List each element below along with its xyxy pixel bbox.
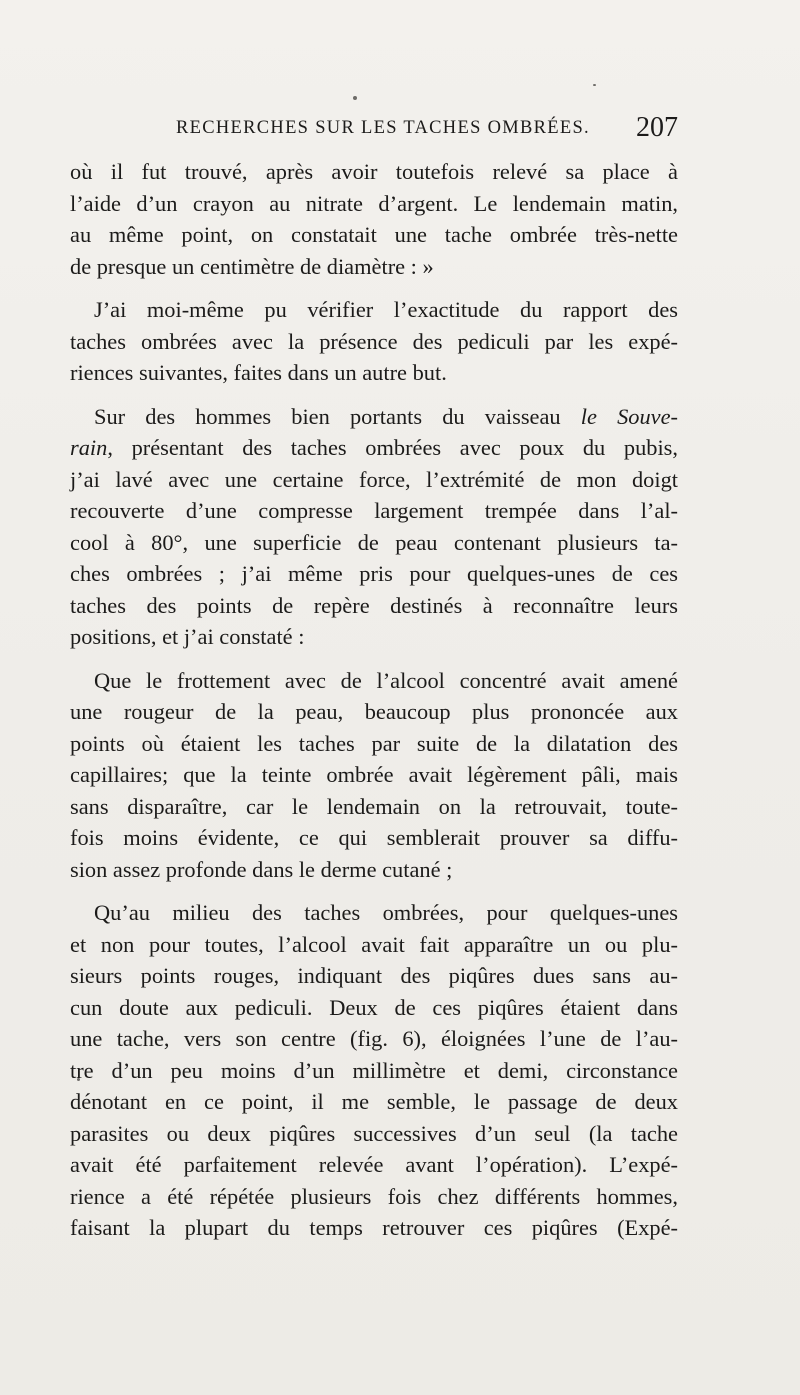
paragraph: [70, 897, 678, 1244]
text-line: sion assez profonde dans le derme cutané ;: [70, 856, 453, 882]
text-line: [70, 432, 678, 464]
text-line: parasites ou deux piqûres successives d’un seul (la tache: [70, 1120, 678, 1146]
text-line: cool à 80°, une superficie de peau contenant plusieurs ta-: [70, 529, 678, 555]
page-header: [70, 112, 678, 148]
text-line: cun doute aux pediculi. Deux de ces piqûres étaient dans: [70, 994, 678, 1020]
text-line: où il fut trouvé, après avoir toutefois relevé sa place à: [70, 159, 678, 184]
text-line: rience a été répétée plusieurs fois chez différents hommes,: [70, 1183, 678, 1209]
page-number: 207: [636, 112, 678, 143]
text-line: taches ombrées avec la présence des pediculi par les expé-: [70, 328, 678, 354]
italic-ship-name: rain: [70, 435, 108, 460]
text-line: ches ombrées ; j’ai même pris pour quelques-unes de ces: [70, 561, 678, 586]
text-line: et non pour toutes, l’alcool avait fait apparaître un ou plu-: [70, 931, 678, 957]
paragraph: [70, 401, 678, 653]
body-text: [70, 156, 678, 1244]
text-line: Que le frottement avec de l’alcool concentré avait amené: [94, 667, 678, 693]
text-line: de presque un centimètre de diamètre : »: [70, 253, 434, 279]
paragraph: [70, 294, 678, 389]
text-line: fois moins évidente, ce qui semblerait prouver sa diffu-: [70, 825, 678, 850]
text-line: Qu’au milieu des taches ombrées, pour quelques-unes: [94, 900, 678, 925]
text-line-head: Sur des hommes bien portants du vaisseau: [94, 403, 581, 429]
ink-speck: [353, 96, 357, 100]
text-line: sans disparaître, car le lendemain on la retrouvait, toute-: [70, 793, 678, 819]
text-line: une rougeur de la peau, beaucoup plus prononcée aux: [70, 699, 678, 724]
text-line: J’ai moi-même pu vérifier l’exactitude du rapport des: [94, 297, 678, 322]
ink-speck: [593, 84, 596, 86]
text-line: j’ai lavé avec une certaine force, l’extrémité de mon doigt: [70, 466, 678, 492]
text-line: capillaires; que la teinte ombrée avait légèrement pâli, mais: [70, 762, 678, 787]
text-line: l’aide d’un crayon au nitrate d’argent. Le lendemain matin,: [70, 190, 678, 216]
paragraph: [70, 665, 678, 886]
text-line: riences suivantes, faites dans un autre but.: [70, 360, 447, 385]
text-line: sieurs points rouges, indiquant des piqûres dues sans au-: [70, 963, 678, 988]
text-line: une tache, vers son centre (fig. 6), éloignées l’une de l’au-: [70, 1026, 678, 1051]
text-line: au même point, on constatait une tache ombrée très-nette: [70, 222, 678, 247]
italic-ship-name: le Souve-: [580, 403, 678, 429]
text-line: taches des points de repère destinés à reconnaître leurs: [70, 592, 678, 618]
text-line: recouverte d’une compresse largement trempée dans l’al-: [70, 498, 678, 523]
text-line: faisant la plupart du temps retrouver ces piqûres (Expé-: [70, 1215, 678, 1240]
text-line: [70, 401, 678, 433]
text-line-tail: , présentant des taches ombrées avec poux du pubis,: [107, 435, 678, 460]
text-line: avait été parfaitement relevée avant l’opération). L’expé-: [70, 1152, 678, 1177]
text-line: dénotant en ce point, il me semble, le passage de deux: [70, 1089, 678, 1114]
text-line: tre d’un peu moins d’un millimètre et demi, circonstance: [70, 1057, 678, 1083]
text-line: positions, et j’ai constaté :: [70, 624, 305, 649]
running-title: RECHERCHES SUR LES TACHES OMBRÉES.: [176, 118, 590, 138]
paragraph: [70, 156, 678, 282]
text-line: points où étaient les taches par suite de la dilatation des: [70, 730, 678, 756]
